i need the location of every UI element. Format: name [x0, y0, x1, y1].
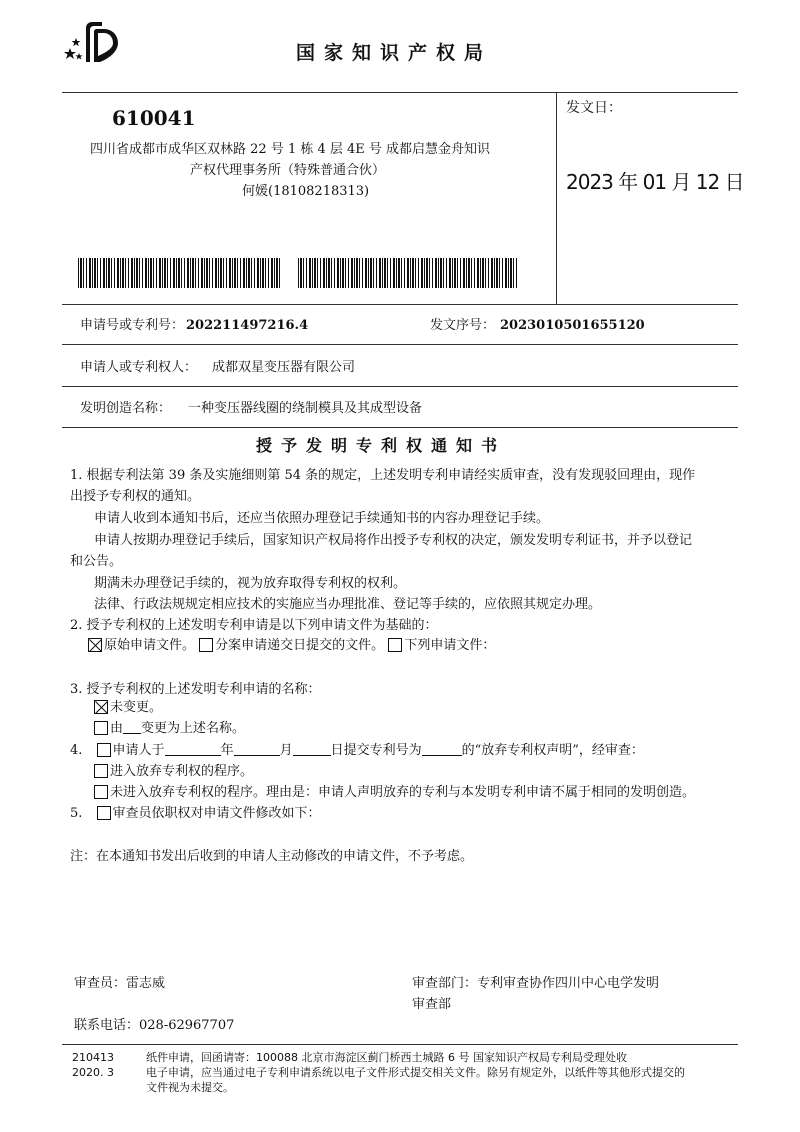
not-enter-waiver-checkbox[interactable]	[94, 785, 108, 799]
address-line-2: 产权代理事务所（特殊普通合伙）	[190, 163, 386, 178]
s1-para-5: 法律、行政法规规定相应技术的实施应当办理批准、登记等手续的，应依照其规定办理。	[94, 597, 602, 612]
serial-label: 发文序号：	[430, 318, 496, 333]
issue-date-label: 发文日：	[566, 100, 622, 116]
s2-heading: 2. 授予专利权的上述发明专利申请是以下列申请文件为基础的：	[70, 618, 438, 633]
cnipa-logo	[60, 18, 122, 64]
following-docs-label: 下列申请文件：	[404, 638, 496, 653]
office-name: 国家知识产权局	[296, 42, 493, 64]
s1-para-3-line-1: 申请人按期办理登记手续后，国家知识产权局将作出授予专利权的决定，颁发发明专利证书，并予以登记	[94, 533, 693, 548]
s4-option-2	[94, 785, 695, 801]
s4-line	[70, 743, 644, 759]
not-enter-waiver-label: 未进入放弃专利权的程序。理由是：申请人声明放弃的专利与本发明专利申请不属于相同的发明创造。	[110, 785, 696, 800]
s1-para-2: 申请人收到本通知书后，还应当依照办理登记手续通知书的内容办理登记手续。	[94, 511, 550, 526]
paper-application-info: 纸件申请，回函请寄：100088 北京市海淀区蓟门桥西土城路 6 号 国家知识产权局专利局受理处收	[146, 1051, 627, 1064]
enter-waiver-checkbox[interactable]	[94, 764, 108, 778]
applicant-label: 申请人或专利权人：	[80, 360, 198, 375]
waiver-checkbox[interactable]	[97, 743, 111, 757]
department-line-2: 审查部	[412, 997, 452, 1012]
serial-no: 2023010501655120	[500, 318, 645, 333]
app-no: 202211497216.4	[186, 318, 309, 333]
invention-title: 一种变压器线圈的绕制模具及其成型设备	[188, 401, 423, 416]
name-changed-suffix: 变更为上述名称。	[141, 721, 246, 736]
applicant: 成都双星变压器有限公司	[212, 360, 356, 375]
postal-code: 610041	[112, 106, 196, 130]
s4-text-4: 日提交专利号为	[330, 743, 422, 758]
name-unchanged-checkbox[interactable]	[94, 700, 108, 714]
following-docs-checkbox[interactable]	[388, 638, 402, 652]
name-unchanged-label: 未变更。	[110, 700, 163, 715]
s4-text-1: 申请人于	[112, 743, 165, 758]
examiner-amend-label: 审查员依职权对申请文件修改如下：	[112, 806, 321, 821]
s1-para-4: 期满未办理登记手续的，视为放弃取得专利权的权利。	[94, 576, 407, 591]
s4-option-1	[94, 764, 253, 780]
s1-para-3-line-2: 和公告。	[70, 554, 123, 569]
department-line-1: 审查部门：专利审查协作四川中心电学发明	[412, 976, 660, 991]
notice-title: 授予发明专利权通知书	[256, 436, 507, 455]
electronic-application-info-2: 文件视为未提交。	[146, 1081, 234, 1094]
original-docs-label: 原始申请文件。	[104, 638, 196, 653]
s4-text-3: 月	[279, 743, 293, 758]
s5-line	[70, 806, 321, 822]
enter-waiver-label: 进入放弃专利权的程序。	[110, 764, 254, 779]
s1-line-1: 1. 根据专利法第 39 条及实施细则第 54 条的规定，上述发明专利申请经实质审查，没有发现驳回理由，现作	[70, 468, 696, 483]
electronic-application-info-1: 电子申请，应当通过电子专利申请系统以电子文件形式提交相关文件。除另有规定外，以纸件等其他形式提交的	[146, 1066, 685, 1079]
s2-options	[88, 638, 495, 654]
s4-text-5: 的“放弃专利权声明”，经审查：	[461, 743, 644, 758]
barcode-right	[298, 258, 518, 288]
note: 注：在本通知书发出后收到的申请人主动修改的申请文件，不予考虑。	[70, 849, 474, 864]
s3-option-1	[94, 700, 162, 716]
original-docs-checkbox[interactable]	[88, 638, 102, 652]
s5-number: 5.	[70, 806, 83, 821]
s3-heading: 3. 授予专利权的上述发明专利申请的名称：	[70, 682, 321, 697]
form-code: 210413	[72, 1051, 114, 1064]
s1-line-2: 出授予专利权的通知。	[70, 489, 201, 504]
s4-text-2: 年	[220, 743, 234, 758]
divisional-docs-label: 分案申请递交日提交的文件。	[215, 638, 385, 653]
app-no-label: 申请号或专利号：	[80, 318, 185, 333]
name-changed-prefix: 由	[110, 721, 124, 736]
barcode-left	[78, 258, 280, 288]
address-line-1: 四川省成都市成华区双林路 22 号 1 栋 4 层 4E 号 成都启慧金舟知识	[90, 142, 491, 157]
examiner: 审查员：雷志威	[74, 976, 166, 991]
contact-phone: 联系电话：028-62967707	[74, 1018, 235, 1033]
s4-number: 4.	[70, 743, 83, 758]
recipient-name: 何媛(18108218313)	[242, 184, 370, 199]
divisional-docs-checkbox[interactable]	[199, 638, 213, 652]
s3-option-2	[94, 721, 245, 737]
form-year: 2020. 3	[72, 1066, 114, 1079]
invention-label: 发明创造名称：	[80, 401, 172, 416]
examiner-amend-checkbox[interactable]	[97, 806, 111, 820]
name-changed-checkbox[interactable]	[94, 721, 108, 735]
issue-date: 2023 年 01 月 12 日	[566, 170, 744, 194]
